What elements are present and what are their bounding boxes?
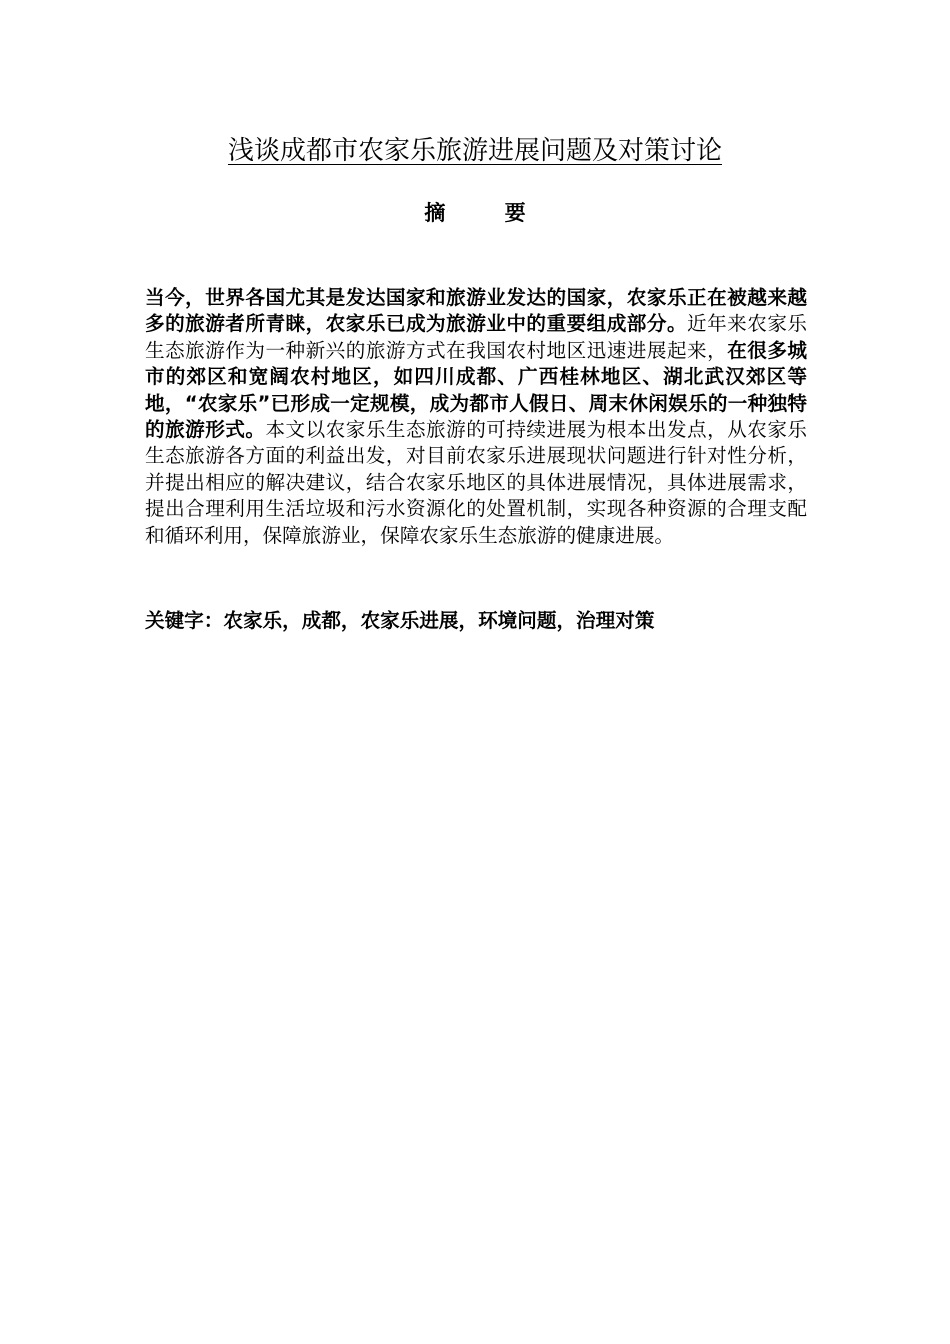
abstract-text-2: 本文以农家乐生态旅游的可持续进展为根本出发点，从农家乐生态旅游各方面的利益出发，对目前农家乐进展现状问题进行针对性分析，并提出相应的解决建议，结合农家乐地区的具体进展情况，具体进展需求，提出合理利用生活垃圾和污水资源化的处置机制，实现各种资源的合理支配和循环利用，保障旅游业，保障农家乐生态旅游的健康进展。	[145, 418, 808, 547]
abstract-paragraph	[145, 285, 807, 549]
abstract-text-1: 近年来农家乐生态旅游作为一种新兴的旅游方式在我国农村地区迅速进展起来，	[145, 312, 808, 362]
keywords-line: 关键字：农家乐，成都，农家乐进展，环境问题，治理对策	[145, 609, 655, 632]
abstract-heading: 摘 要	[424, 201, 552, 225]
document-title	[0, 131, 950, 171]
abstract-bold-text-1: 当今，世界各国尤其是发达国家和旅游业发达的国家，农家乐正在被越来越多的旅游者所青睐，农家乐已成为旅游业中的重要组成部分。	[145, 286, 807, 336]
abstract-bold-text-2: 在很多城市的郊区和宽阔农村地区，如四川成都、广西桂林地区、湖北武汉郊区等地，“农家乐”已形成一定规模，成为都市人假日、周末休闲娱乐的一种独特的旅游形式。	[145, 338, 808, 442]
document-title-text: 浅谈成都市农家乐旅游进展问题及对策讨论	[227, 136, 722, 166]
